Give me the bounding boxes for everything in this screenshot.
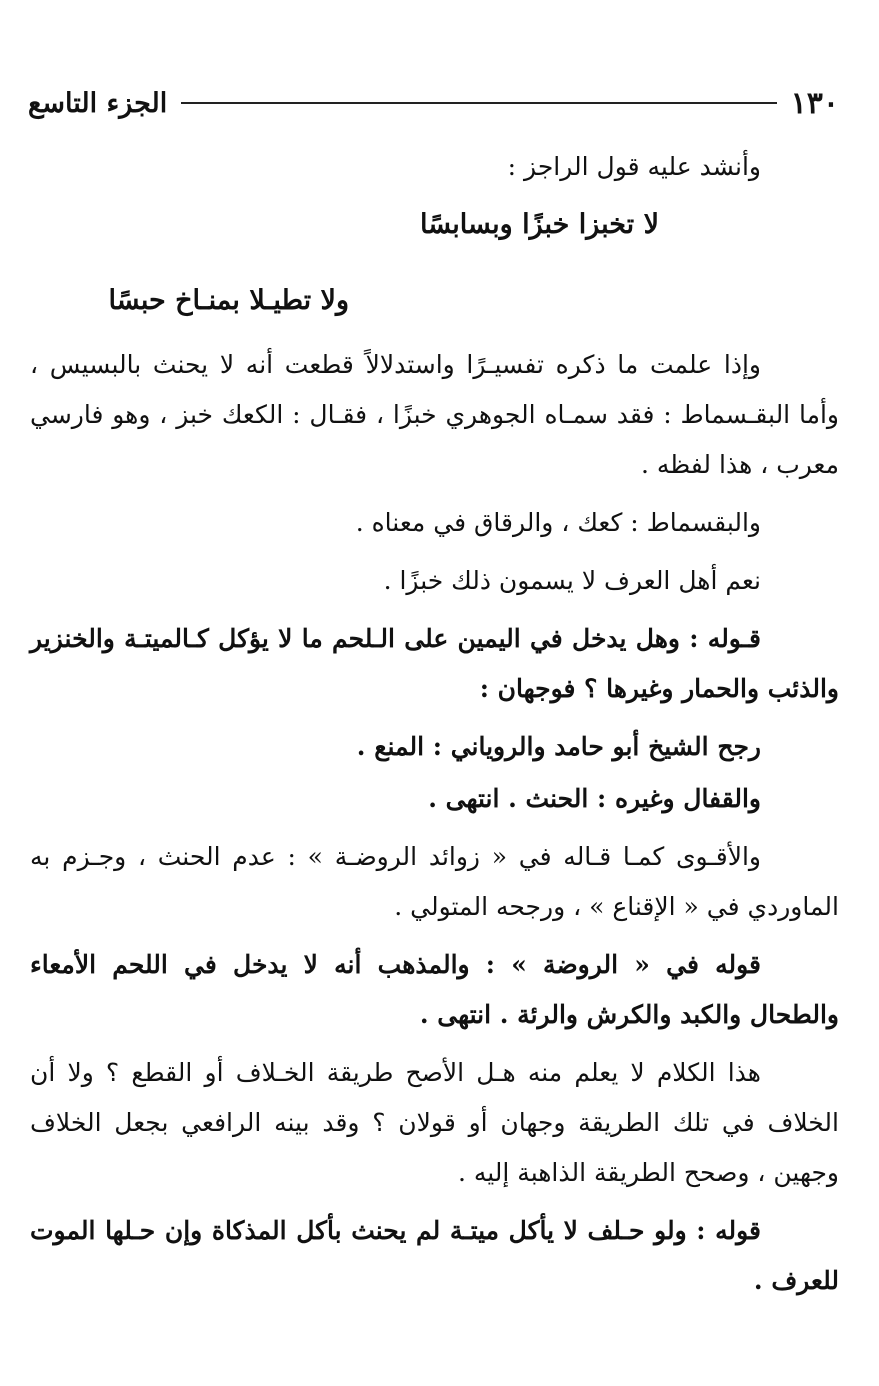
- page-number: ١٣٠: [790, 85, 839, 121]
- running-title: الجزء التاسع: [28, 87, 168, 119]
- paragraph-aqwa: والأقـوى كمـا قـاله في « زوائد الروضـة » : عدم الحنث ، وجـزم به الماوردي في « الإقناع » ، ورجحه المتولي .: [30, 842, 839, 921]
- paragraph-abu-hamid: رجح الشيخ أبو حامد والروياني : المنع .: [356, 732, 761, 761]
- page-header: [28, 78, 839, 128]
- paragraph-quote-meat: قـوله : وهل يدخل في اليمين على الـلحم ما لا يؤكل كـالميتـة والخنزير والذئب والحمار وغيرها ؟ فوجهان :: [30, 624, 839, 703]
- paragraph-qaffal: والقفال وغيره : الحنث . انتهى .: [428, 784, 761, 813]
- paragraph-custom: نعم أهل العرف لا يسمون ذلك خبزًا .: [383, 566, 761, 595]
- body-text: [30, 142, 839, 1314]
- paragraph-commentary: هذا الكلام لا يعلم منه هـل الأصح طريقة الخـلاف أو القطع ؟ ولا أن الخلاف في تلك الطريقة وجهان أو قولان ؟ وقد بينه الرافعي بجعل الخلاف وجهين ، وصحح الطريقة الذاهبة إليه .: [30, 1058, 839, 1187]
- header-rule: [181, 102, 776, 104]
- paragraph-basqamat: والبقسماط : كعك ، والرقاق في معناه .: [355, 508, 761, 537]
- paragraph-quote-rawda: قوله في « الروضة » : والمذهب أنه لا يدخل في اللحم الأمعاء والطحال والكبد والكرش والرئة . انتهى .: [30, 950, 839, 1029]
- paragraph-quote-oath: قوله : ولو حـلف لا يأكل ميتـة لم يحنث بأكل المذكاة وإن حـلها الموت للعرف .: [30, 1216, 839, 1295]
- verse-line-1: لا تخبزا خبزًا وبسابسًا: [419, 209, 659, 240]
- paragraph-intro: وأنشد عليه قول الراجز :: [507, 152, 761, 181]
- verse-line-2: ولا تطيـلا بمنـاخ حبسًا: [108, 285, 349, 316]
- paragraph-explanation: وإذا علمت ما ذكره تفسيـرًا واستدلالاً قطعت أنه لا يحنث بالبسيس ، وأما البقـسماط : فقد سمـاه الجوهري خبزًا ، فقـال : الكعك خبز ، وهو فارسي معرب ، هذا لفظه .: [30, 350, 839, 479]
